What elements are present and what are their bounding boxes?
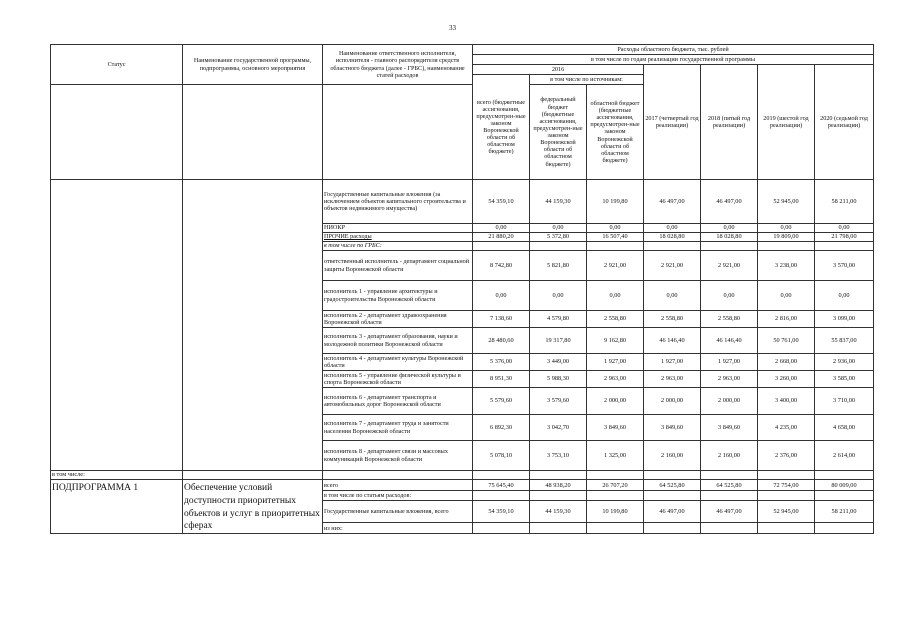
value-cell: 4 579,80 xyxy=(530,311,587,328)
row-label: всего xyxy=(323,480,473,491)
row-label: исполнитель 5 - управление физической культуры и спорта Воронежской области xyxy=(323,371,473,388)
value-cell: 9 162,80 xyxy=(587,328,644,354)
value-cell xyxy=(815,522,874,533)
table-row xyxy=(51,471,874,480)
value-cell: 5 376,00 xyxy=(473,354,530,371)
row-label: исполнитель 1 - управление архитектуры и градостроительства Воронежской области xyxy=(323,281,473,311)
row-label: в том числе по ГРБС: xyxy=(323,242,473,251)
value-cell: 2 558,80 xyxy=(587,311,644,328)
value-cell: 3 753,10 xyxy=(530,441,587,471)
value-cell: 44 159,30 xyxy=(530,501,587,522)
row-label: Государственные капитальные вложения, всего xyxy=(323,501,473,522)
empty-cell xyxy=(701,471,758,480)
value-cell: 3 849,60 xyxy=(644,415,701,441)
value-cell: 46 497,00 xyxy=(644,501,701,522)
value-cell: 3 042,70 xyxy=(530,415,587,441)
value-cell: 2 558,80 xyxy=(644,311,701,328)
value-cell: 2 614,00 xyxy=(815,441,874,471)
value-cell xyxy=(701,491,758,501)
header-2018: 2018 (пятый год реализации) xyxy=(701,65,758,180)
value-cell: 64 525,80 xyxy=(701,480,758,491)
value-cell: 1 927,00 xyxy=(587,354,644,371)
value-cell: 46 146,40 xyxy=(701,328,758,354)
header-year-2016: 2016 xyxy=(473,65,644,75)
value-cell: 5 821,80 xyxy=(530,251,587,281)
value-cell: 0,00 xyxy=(758,281,815,311)
subprogram-name: Обеспечение условий доступности приоритетных объектов и услуг в приоритетных сферах xyxy=(183,480,323,534)
value-cell: 8 742,80 xyxy=(473,251,530,281)
value-cell: 55 837,00 xyxy=(815,328,874,354)
row-label: ответственный исполнитель - департамент социальной защиты Воронежской области xyxy=(323,251,473,281)
value-cell: 1 325,00 xyxy=(587,441,644,471)
row-label: в том числе по статьям расходов: xyxy=(323,491,473,501)
header-regional: областной бюджет (бюджетные ассигнования, предусмотрен-ные законом Воронежской области об областном бюджете) xyxy=(587,85,644,180)
empty-cell xyxy=(323,471,473,480)
value-cell: 3 849,60 xyxy=(587,415,644,441)
value-cell: 3 570,00 xyxy=(815,251,874,281)
value-cell xyxy=(758,522,815,533)
table-row xyxy=(51,180,874,224)
row-label: исполнитель 3 - департамент образования, науки и молодежной политики Воронежской области xyxy=(323,328,473,354)
value-cell: 0,00 xyxy=(701,224,758,233)
value-cell: 19 809,00 xyxy=(758,233,815,242)
incl-label: в том числе: xyxy=(51,471,183,480)
value-cell xyxy=(644,491,701,501)
value-cell: 5 988,30 xyxy=(530,371,587,388)
value-cell xyxy=(587,242,644,251)
value-cell: 0,00 xyxy=(815,281,874,311)
row-label: ПРОЧИЕ расходы xyxy=(323,233,473,242)
value-cell: 3 579,60 xyxy=(530,388,587,415)
value-cell xyxy=(815,242,874,251)
header-incl-sources: в том числе по источникам: xyxy=(530,75,644,85)
value-cell: 4 235,00 xyxy=(758,415,815,441)
value-cell: 0,00 xyxy=(815,224,874,233)
value-cell: 2 921,00 xyxy=(701,251,758,281)
header-by-year: в том числе по годам реализации государственной программы xyxy=(473,55,874,65)
value-cell: 46 497,00 xyxy=(644,180,701,224)
value-cell: 64 525,80 xyxy=(644,480,701,491)
value-cell: 2 160,00 xyxy=(644,441,701,471)
value-cell: 2 000,00 xyxy=(644,388,701,415)
value-cell: 58 211,00 xyxy=(815,180,874,224)
value-cell: 26 707,20 xyxy=(587,480,644,491)
value-cell: 2 963,00 xyxy=(701,371,758,388)
header-federal: федеральный бюджет (бюджетные ассигнования, предусмотрен-ные законом Воронежской области об областном бюджете) xyxy=(530,85,587,180)
value-cell: 1 927,00 xyxy=(701,354,758,371)
header-total: всего (бюджетные ассигнования, предусмотрен-ные законом Воронежской области об областном бюджете) xyxy=(473,75,530,180)
value-cell: 1 927,00 xyxy=(644,354,701,371)
value-cell: 52 945,00 xyxy=(758,501,815,522)
value-cell: 75 645,40 xyxy=(473,480,530,491)
table-row xyxy=(51,480,874,491)
value-cell: 54 359,10 xyxy=(473,501,530,522)
value-cell xyxy=(701,522,758,533)
value-cell: 2 921,00 xyxy=(587,251,644,281)
empty-cell xyxy=(758,471,815,480)
empty-cell xyxy=(183,471,323,480)
value-cell: 3 260,00 xyxy=(758,371,815,388)
value-cell: 2 963,00 xyxy=(644,371,701,388)
value-cell: 80 009,00 xyxy=(815,480,874,491)
value-cell xyxy=(473,491,530,501)
value-cell xyxy=(530,242,587,251)
value-cell: 48 938,20 xyxy=(530,480,587,491)
value-cell: 0,00 xyxy=(473,224,530,233)
value-cell: 19 317,80 xyxy=(530,328,587,354)
row-label: исполнитель 4 - департамент культуры Воронежской области xyxy=(323,354,473,371)
value-cell: 3 710,00 xyxy=(815,388,874,415)
value-cell: 10 199,80 xyxy=(587,180,644,224)
value-cell: 3 585,00 xyxy=(815,371,874,388)
value-cell: 18 028,80 xyxy=(644,233,701,242)
value-cell: 21 880,20 xyxy=(473,233,530,242)
row-label: исполнитель 8 - департамент связи и массовых коммуникаций Воронежской области xyxy=(323,441,473,471)
value-cell: 7 138,60 xyxy=(473,311,530,328)
value-cell: 2 816,00 xyxy=(758,311,815,328)
value-cell: 18 028,80 xyxy=(701,233,758,242)
value-cell: 46 146,40 xyxy=(644,328,701,354)
empty-status-cell xyxy=(51,180,183,471)
header-2020: 2020 (седьмой год реализации) xyxy=(815,65,874,180)
value-cell: 3 400,00 xyxy=(758,388,815,415)
value-cell xyxy=(758,491,815,501)
value-cell: 3 099,00 xyxy=(815,311,874,328)
value-cell xyxy=(815,491,874,501)
value-cell: 46 497,00 xyxy=(701,180,758,224)
row-label: Государственные капитальные вложения (за исключением объектов капитального строительства и объектов недвижимого имущества) xyxy=(323,180,473,224)
value-cell xyxy=(587,491,644,501)
value-cell: 46 497,00 xyxy=(701,501,758,522)
value-cell: 50 761,00 xyxy=(758,328,815,354)
value-cell: 52 945,00 xyxy=(758,180,815,224)
value-cell: 2 668,00 xyxy=(758,354,815,371)
empty-cell xyxy=(815,471,874,480)
value-cell: 8 951,30 xyxy=(473,371,530,388)
value-cell: 0,00 xyxy=(758,224,815,233)
value-cell xyxy=(701,242,758,251)
page-number: 33 xyxy=(449,24,456,32)
value-cell: 6 892,30 xyxy=(473,415,530,441)
value-cell: 0,00 xyxy=(530,281,587,311)
value-cell: 72 754,00 xyxy=(758,480,815,491)
budget-table xyxy=(50,44,874,534)
value-cell: 0,00 xyxy=(530,224,587,233)
header-2017: 2017 (четвертый год реализации) xyxy=(644,65,701,180)
value-cell: 2 921,00 xyxy=(644,251,701,281)
value-cell xyxy=(587,522,644,533)
row-label: исполнитель 2 - департамент здравоохранения Воронежской области xyxy=(323,311,473,328)
value-cell: 2 160,00 xyxy=(701,441,758,471)
header-2019: 2019 (шестой год реализации) xyxy=(758,65,815,180)
value-cell: 2 376,00 xyxy=(758,441,815,471)
value-cell: 21 798,00 xyxy=(815,233,874,242)
empty-cell xyxy=(530,471,587,480)
value-cell: 58 211,00 xyxy=(815,501,874,522)
value-cell: 2 558,80 xyxy=(701,311,758,328)
header-executor-name: Наименование ответственного исполнителя, исполнителя - главного распорядителя средств областного бюджета (далее - ГРБС), наименование статей расходов xyxy=(323,45,473,85)
value-cell: 44 159,30 xyxy=(530,180,587,224)
value-cell: 2 000,00 xyxy=(587,388,644,415)
value-cell: 16 507,40 xyxy=(587,233,644,242)
value-cell: 0,00 xyxy=(587,281,644,311)
value-cell xyxy=(644,522,701,533)
value-cell xyxy=(644,242,701,251)
value-cell: 3 449,00 xyxy=(530,354,587,371)
value-cell: 10 199,80 xyxy=(587,501,644,522)
value-cell: 28 480,60 xyxy=(473,328,530,354)
value-cell: 5 078,10 xyxy=(473,441,530,471)
value-cell: 0,00 xyxy=(644,281,701,311)
row-label: исполнитель 7 - департамент труда и занятости населения Воронежской области xyxy=(323,415,473,441)
value-cell xyxy=(530,522,587,533)
value-cell: 4 658,00 xyxy=(815,415,874,441)
value-cell xyxy=(473,522,530,533)
value-cell: 0,00 xyxy=(701,281,758,311)
empty-program-cell xyxy=(183,180,323,471)
value-cell: 5 579,60 xyxy=(473,388,530,415)
empty-cell xyxy=(473,471,530,480)
value-cell: 3 849,60 xyxy=(701,415,758,441)
header-status: Статус xyxy=(51,45,183,85)
row-label: НИОКР xyxy=(323,224,473,233)
empty-cell xyxy=(644,471,701,480)
value-cell xyxy=(530,491,587,501)
value-cell xyxy=(758,242,815,251)
value-cell: 2 963,00 xyxy=(587,371,644,388)
header-program-name: Наименование государственной программы, подпрограммы, основного мероприятия xyxy=(183,45,323,85)
value-cell: 54 359,10 xyxy=(473,180,530,224)
header-expenses-title: Расходы областного бюджета, тыс. рублей xyxy=(473,45,874,55)
value-cell: 3 238,00 xyxy=(758,251,815,281)
value-cell xyxy=(473,242,530,251)
value-cell: 5 372,80 xyxy=(530,233,587,242)
value-cell: 0,00 xyxy=(644,224,701,233)
value-cell: 2 936,00 xyxy=(815,354,874,371)
row-label: из них: xyxy=(323,522,473,533)
value-cell: 0,00 xyxy=(473,281,530,311)
value-cell: 0,00 xyxy=(587,224,644,233)
empty-cell xyxy=(587,471,644,480)
value-cell: 2 000,00 xyxy=(701,388,758,415)
row-label: исполнитель 6 - департамент транспорта и автомобильных дорог Воронежской области xyxy=(323,388,473,415)
subprogram-status: ПОДПРОГРАММА 1 xyxy=(51,480,183,534)
